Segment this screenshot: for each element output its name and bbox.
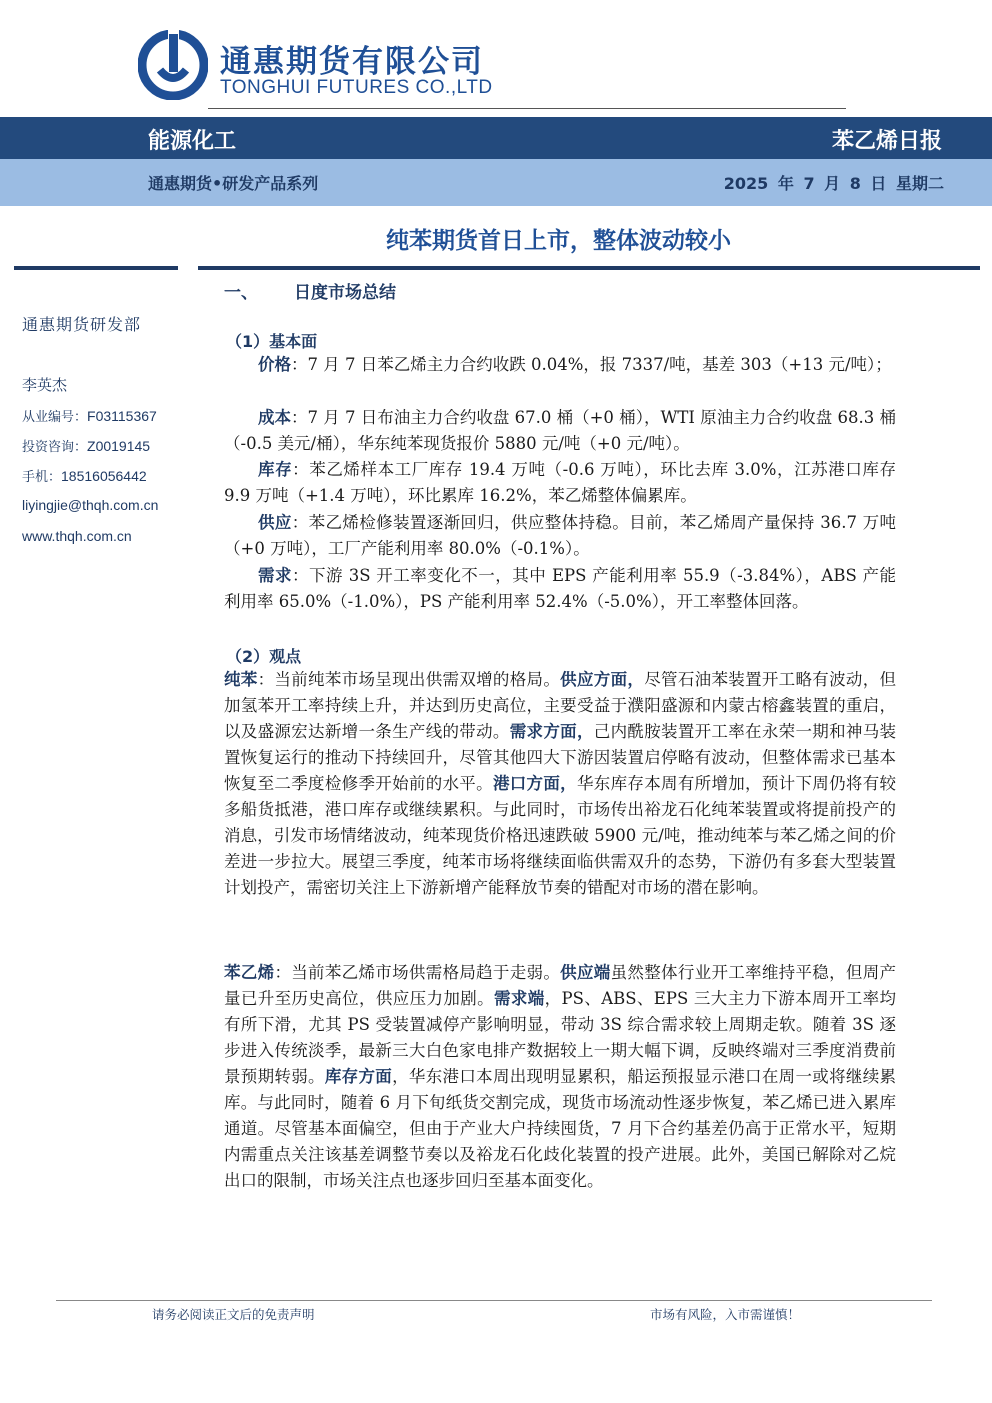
- company-name-cn: 通惠期货有限公司: [220, 44, 484, 80]
- price-paragraph: 价格：7 月 7 日苯乙烯主力合约收跌 0.04%，报 7337/吨，基差 303（+13 元/吨）；: [258, 355, 892, 374]
- company-logo-icon: [138, 30, 208, 100]
- report-date: 2025 年 7 月 8 日 星期二: [723, 174, 944, 193]
- inventory-paragraph: 库存：苯乙烯样本工厂库存 19.4 万吨（-0.6 万吨），环比去库 3.0%，江苏港口库存 9.9 万吨（+1.4 万吨），环比累库 16.2%，苯乙烯整体偏累库。: [224, 460, 897, 505]
- series-label: 通惠期货•研发产品系列: [148, 174, 319, 193]
- main-rule: [198, 266, 980, 270]
- supply-paragraph: 供应：苯乙烯检修装置逐渐回归，供应整体持稳。目前，苯乙烯周产量保持 36.7 万吨（+0 万吨），工厂产能利用率 80.0%（-0.1%）。: [224, 513, 897, 558]
- company-name-en: TONGHUI FUTURES CO.,LTD: [220, 77, 493, 98]
- views-heading: （2）观点: [226, 647, 302, 666]
- styrene-paragraph: 苯乙烯：当前苯乙烯市场供需格局趋于走弱。供应端虽然整体行业开工率维持平稳，但周产量已升至历史高位，供应压力加剧。需求端，PS、ABS、EPS 三大主力下游本周开工率均有所下滑，尤其 PS 受装置减停产影响明显，带动 3S 综合需求较上周期走软。随着 3S 逐步进入传统淡季，最新三大白色家电排产数据较上一期大幅下调，反映终端对三季度消费前景预期转弱。库存方面，华东港口本周出现明显累积，船运预报显示港口在周一或将继续累库。与此同时，随着 6 月下旬纸货交割完成，现货市场流动性逐步恢复，苯乙烯已进入累库通道。尽管基本面偏空，但由于产业大户持续囤货，7 月下合约基差仍高于正常水平，短期内需重点关注该基差调整节奏以及裕龙石化歧化装置的投产进展。此外，美国已解除对乙烷出口的限制，市场关注点也逐步回归至基本面变化。: [224, 963, 897, 1190]
- analyst-name: 李英杰: [22, 376, 68, 394]
- report-type: 苯乙烯日报: [831, 129, 942, 154]
- email-link[interactable]: liyingjie@thqh.com.cn: [22, 497, 159, 513]
- risk-warning: 市场有风险，入市需谨慎！: [650, 1307, 801, 1322]
- section-heading: 一、 日度市场总结: [224, 283, 396, 303]
- disclaimer-note: 请务必阅读正文后的免责声明: [152, 1307, 315, 1322]
- sidebar-rule: [14, 266, 178, 270]
- phone-number: 手机：18516056442: [22, 468, 147, 485]
- website-link[interactable]: www.thqh.com.cn: [22, 528, 132, 544]
- fundamentals-heading: （1）基本面: [226, 332, 318, 351]
- page-title: 纯苯期货首日上市，整体波动较小: [386, 228, 731, 254]
- cost-paragraph: 成本：7 月 7 日布油主力合约收盘 67.0 桶（+0 桶），WTI 原油主力合约收盘 68.3 桶（-0.5 美元/桶），华东纯苯现货报价 5880 元/吨（+0 元/吨）。: [224, 408, 896, 453]
- benzene-paragraph: 纯苯：当前纯苯市场呈现出供需双增的格局。供应方面，尽管石油苯装置开工略有波动，但加氢苯开工率持续上升，并达到历史高位，主要受益于濮阳盛源和内蒙古榕鑫装置的重启，以及盛源宏达新增一条生产线的带动。需求方面，己内酰胺装置开工率在永荣一期和神马装置恢复运行的推动下持续回升，尽管其他四大下游因装置启停略有波动，但整体需求已基本恢复至二季度检修季开始前的水平。港口方面，华东库存本周有所增加，预计下周仍将有较多船货抵港，港口库存或继续累积。与此同时，市场传出裕龙石化纯苯装置或将提前投产的消息，引发市场情绪波动，纯苯现货价格迅速跌破 5900 元/吨，推动纯苯与苯乙烯之间的价差进一步拉大。展望三季度，纯苯市场将继续面临供需双升的态势，下游仍有多套大型装置计划投产，需密切关注上下游新增产能释放节奏的错配对市场的潜在影响。: [224, 670, 897, 897]
- footer-divider: [56, 1300, 932, 1301]
- license-number: 从业编号：F03115367: [22, 408, 157, 425]
- header-divider: [208, 108, 846, 109]
- category-label: 能源化工: [148, 129, 237, 154]
- advisory-number: 投资咨询：Z0019145: [22, 438, 151, 455]
- research-dept: 通惠期货研发部: [22, 315, 142, 334]
- demand-paragraph: 需求：下游 3S 开工率变化不一，其中 EPS 产能利用率 55.9（-3.84%），ABS 产能利用率 65.0%（-1.0%），PS 产能利用率 52.4%（-5.0%），开工率整体回落。: [224, 566, 897, 611]
